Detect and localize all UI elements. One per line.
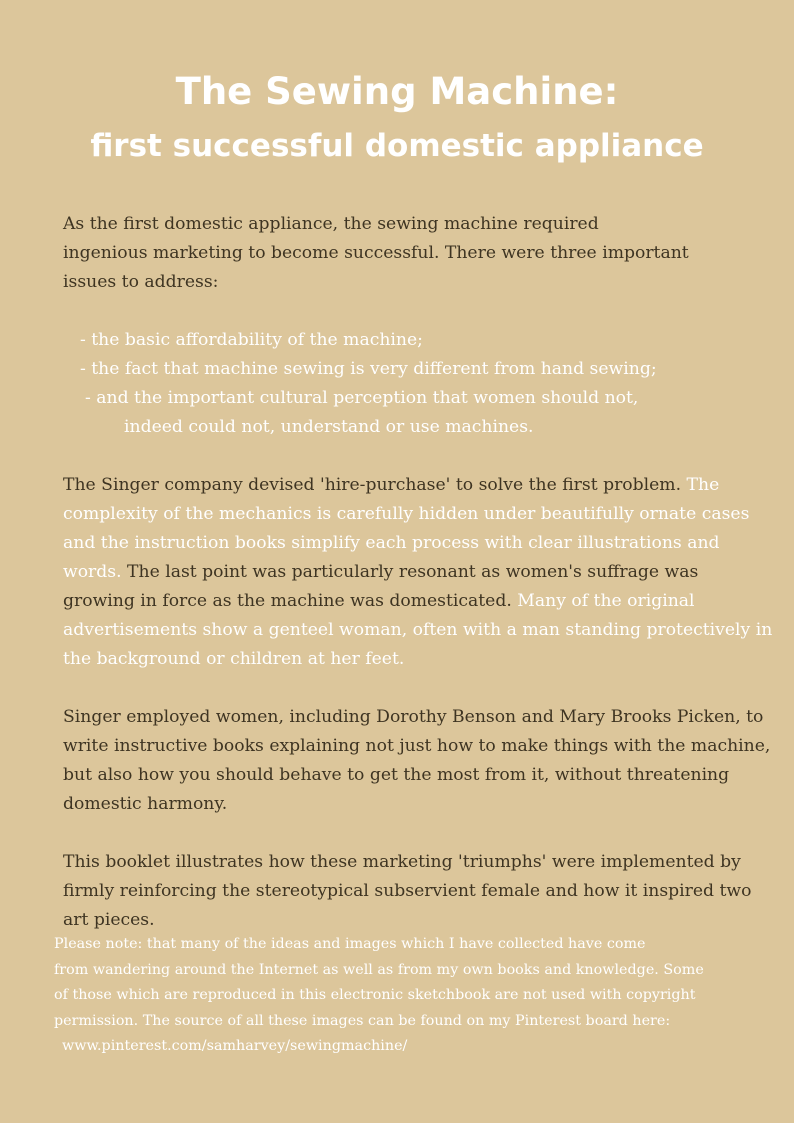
page-subtitle: first successful domestic appliance <box>90 128 704 164</box>
issue-item: - and the important cultural perception that women should not, <box>85 388 639 408</box>
issue-item: - the fact that machine sewing is very different from hand sewing; <box>80 359 657 379</box>
intro-paragraph <box>63 210 775 297</box>
issues-list <box>80 326 657 442</box>
note-line: from wandering around the Internet as well as from my own books and knowledge. Some <box>54 961 704 978</box>
singer-sentence: The last point was particularly resonant as women's suffrage was growing in force as the machine was domesticated. <box>63 562 699 611</box>
singer-sentence-highlight: The complexity of the mechanics is carefully hidden under beautifully ornate cases and the instruction books simplify each process with clear illustrations and words. <box>63 475 750 582</box>
issue-item-continuation: indeed could not, understand or use machines. <box>124 417 534 437</box>
women-authors-paragraph: Singer employed women, including Dorothy Benson and Mary Brooks Picken, to write instructive books explaining not just how to make things with the machine, but also how you should behave to get the most from it, without threatening domestic harmony. <box>63 707 771 814</box>
intro-line: issues to address: <box>63 272 219 292</box>
intro-line: ingenious marketing to become successful. There were three important <box>63 243 689 263</box>
singer-paragraph <box>63 471 775 674</box>
issue-item: - the basic affordability of the machine; <box>80 330 423 350</box>
pinterest-link[interactable]: www.pinterest.com/samharvey/sewingmachine/ <box>62 1038 408 1054</box>
copyright-note <box>54 932 774 1060</box>
intro-line: As the first domestic appliance, the sewing machine required <box>63 214 599 234</box>
booklet-paragraph: This booklet illustrates how these marketing 'triumphs' were implemented by firmly reinforcing the stereotypical subservient female and how it inspired two art pieces. <box>63 852 752 930</box>
page-title: The Sewing Machine: <box>175 70 619 113</box>
singer-sentence: The Singer company devised 'hire-purchase' to solve the first problem. <box>63 475 682 495</box>
note-line: of those which are reproduced in this electronic sketchbook are not used with copyright <box>54 987 696 1003</box>
singer-sentence-highlight: Many of the original advertisements show a genteel woman, often with a man standing protectively in the background or children at her feet. <box>63 591 773 669</box>
note-line: Please note: that many of the ideas and images which I have collected have come <box>54 936 646 952</box>
note-line: permission. The source of all these images can be found on my Pinterest board here: <box>54 1012 671 1029</box>
